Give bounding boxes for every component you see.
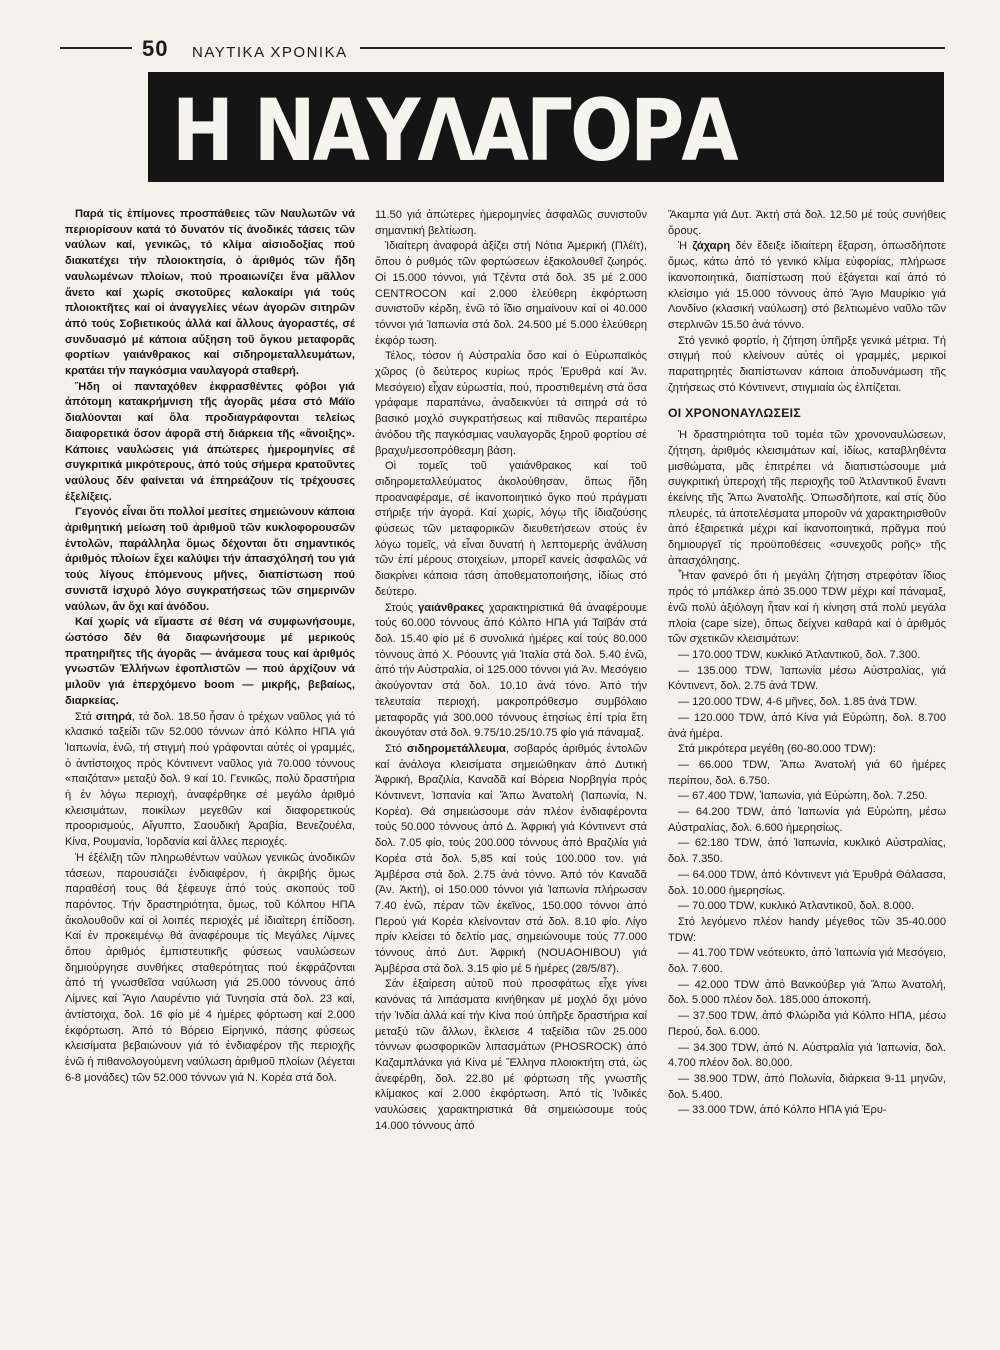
lead-paragraph-3: Γεγονός εἶναι ὅτι πολλοί μεσίτες σημειώνουν κάποια ἀριθμητική μείωση τοῦ ἀριθμοῦ τῶν κυκλοφορουσῶν ἐντολῶν, παράλληλα ὅμως δέχονται ὅτι σημαντικός ἀριθμός πλοίων ἔχει καλύψει τήν ἀπασχόλησή του γιά τούς λίγους ἑπόμενους μῆνες, διαπίστωση πού συνιστᾶ ἰσχυρό λόγο συγκρατήσεως τῶν σημερινῶν ναύλων, ἄν ὄχι καί ἀνόδου. xyxy=(65,506,355,613)
page-number: 50 xyxy=(142,36,169,61)
column-1 xyxy=(65,207,355,1086)
sugar-paragraph: Ἡ ζάχαρη δέν ἔδειξε ἰδιαίτερη ἔξαρση, ὁπωσδήποτε ὅμως, κάτω ἀπό τό γενικό κλίμα εὐφορίας, πλήρωσε ἱκανοποιητικά, διαπίστωση πού ἐξάγεται καί ἀπό τό κλείσιμο γιά 15.000 τόννους ἀπό Ἅγιο Μαυρίκιο γιά Λονδίνο (κλασική ναύλωση) στό βελτιωμένο ναῦλο τῶν στερλινῶν 15.50 ἀνά τόννο. xyxy=(668,240,946,331)
section-heading: ΟΙ ΧΡΟΝΟΝΑΥΛΩΣΕΙΣ xyxy=(668,406,801,421)
list-item: — 64.200 TDW, ἀπό Ἰαπωνία γιά Εὐρώπη, μέσω Αὐστραλίας, δολ. 6.600 ἡμερησίως. xyxy=(668,806,946,834)
body-paragraph: Ἦταν φανερό ὅτι ἡ μεγάλη ζήτηση στρεφόταν ἴδιος πρός τό μπάλκερ ἀπό 35.000 TDW μέχρι καί πάναμαξ, ἐνῶ πολύ ἀξιόλογη ἦταν καί ἡ κίνηση στά πολύ μεγάλα πλοία (cape size), ὅπως δείχνει καθαρά καί ὁ ἀριθμός τῶν σχετικῶν κλεισιμάτων: xyxy=(668,570,946,646)
header-rule-right xyxy=(360,47,945,49)
lead-paragraph-2: Ἤδη οἱ πανταχόθεν ἐκφρασθέντες φόβοι γιά ἀπότομη κατακρήμνιση τῆς ἀγορᾶς μέσα στό Μάϊο διαλύονται καί ὅλα προδιαγράφονται τελείως διαφορετικά ὅσον ἀφορᾶ στή διάρκεια τῆς «ἄνοιξης». Κάποιες ναυλώσεις γιά ἀπώτερες ἡμερομηνίες σέ συγκριτικά μικρότερους, ἀπό τούς σήμερα κρατοῦντες ναύλους δέν φαίνεται νά ἐπηρεάζουν τίς τρέχουσες ἐξελίξεις. xyxy=(65,380,355,503)
body-paragraph: Ἡ ἐξέλιξη τῶν πληρωθέντων ναύλων γενικῶς ἀνοδικῶν τάσεων, παρουσιάζει ἐνδιαφέρον, ἡ ἀκριβής ὅμως παραθέσή τους θά ξέφευγε ἀπό τούς σκοπούς τοῦ παρόντος. Τήν δραστηριότητα, ὅμως, τοῦ Κόλπου ΗΠΑ ἀκολουθοῦν καί οἱ λοιπές περιοχές μέ ἰδιαίτερη ἐπίδοση. Καί ἐν προκειμένῳ θά ἀναφέρουμε τίς Μεγάλες Λίμνες ὅπου ἀριθμός ἐμπιστευτικῆς φύσεως ναυλώσεων δημιούργησε συνθήκες σταθερότητας πού ἐκφράζονται ἀπό τή γνωσθεῖσα ναύλωση γιά 25.000 τόννους ἀπό Λίμνες καί Ἅγιο Λαυρέντιο γιά Τυνησία στά δολ. 23 καί, ἀντίστοιχα, δολ. 16 φίο μέ 4 ἡμέρες φόρτωση καί 2.000 ἐκφόρτωση. Ἀπό τό Βόρειο Εἰρηνικό, πάσης φύσεως κλεισίματα βεβαιώνουν γιά τό ἐνδιαφέρον τῆς περιοχῆς ἐνῶ ἡ πιθανολογούμενη ναύλωση ἀριθμοῦ πλοίων (λέγεται 6-8 μονάδες) τῶν 52.000 τόννων γιά Ν. Κορέα στά δολ. xyxy=(65,851,355,1084)
list-item: — 66.000 TDW, Ἄπω Ἀνατολή γιά 60 ἡμέρες περίπου, δολ. 6.750. xyxy=(668,758,946,787)
list-item: — 64.000 TDW, ἀπό Κόντινεντ γιά Ἐρυθρά Θάλασσα, δολ. 10.000 ἡμερησίως. xyxy=(668,868,946,897)
header-rule-left xyxy=(60,47,132,49)
page-header xyxy=(60,36,945,66)
list-item: — 41.700 TDW νεότευκτο, ἀπό Ἰαπωνία γιά Μεσόγειο, δολ. 7.600. xyxy=(668,947,946,976)
list-item: — 42.000 TDW ἀπό Βανκούβερ γιά Ἄπω Ἀνατολή, δολ. 5.000 πλέον δολ. 185.000 ἀποκοπή. xyxy=(668,978,946,1007)
body-paragraph: Ἄκαμπα γιά Δυτ. Ἀκτή στά δολ. 12.50 μέ τούς συνήθεις ὅρους. xyxy=(668,209,946,237)
body-paragraph: 11.50 γιά ἀπώτερες ἡμερομηνίες ἀσφαλῶς συνιστοῦν σημαντική βελτίωση. xyxy=(375,209,647,237)
list-item: — 37.500 TDW, ἀπό Φλώριδα γιά Κόλπο ΗΠΑ, μέσω Περού, δολ. 6.000. xyxy=(668,1010,946,1038)
article-title: Η ΝΑΥΛΑΓΟΡΑ xyxy=(172,82,736,181)
body-paragraph: Στό λεγόμενο πλέον handy μέγεθος τῶν 35-40.000 TDW: xyxy=(668,915,946,944)
body-paragraph: Ἰδιαίτερη ἀναφορά ἀξίζει στή Νότια Ἀμερική (Πλέϊτ), ὅπου ὁ ρυθμός τῶν φορτώσεων ἐξακολουθεῖ ζωηρός. Οἱ 15.000 τόννοι, γιά Τζέντα στά δολ. 35 μέ 2.000 CENTROCON καί 2.000 ἐλεύθερη ἐκφόρτωση συνιστοῦν κέρδη, ἐνῶ τό ἴδιο σημαίνουν καί οἱ 40.000 τόννοι γιά Ἰαπωνία στά δολ. 24.500 μέ 5.000 ἐλεύθερη ἐκφόρ τωση. xyxy=(375,240,647,347)
list-item: — 135.000 TDW, Ἰαπωνία μέσω Αὐστραλίας, γιά Κόντινεντ, δολ. 2.75 ἀνά TDW. xyxy=(668,664,946,693)
grain-paragraph: Στά σιτηρά, τά δολ. 18.50 ἦσαν ὁ τρέχων ναῦλος γιά τό κλασικό ταξείδι τῶν 52.000 τόννων ἀπό Κόλπο ΗΠΑ γιά Ἰαπωνία, ἐνῶ, τή στιγμή πού γράφονται αὐτές οἱ γραμμές, ὁ ἀντίστοιχος πρός Κόντινεντ ναῦλος γιά 70.000 τόννους «παιζόταν» μεταξύ δολ. 9 καί 10. Γενικῶς, πολύ δραστήρια ἡ ἐν λόγω περιοχή, ἀναφέρθηκε σέ μεγάλο ἀριθμό κλεισιμάτων, ποικίλων μεγεθῶν καί διαφορετικούς προορισμούς, Αἴγυπτο, Σαουδική Ἀραβία, Βενεζουέλα, Κίνα, Ρουμανία, Ἰορδανία καί ἄλλες περιοχές. xyxy=(65,710,355,849)
body-paragraph: Στό γενικό φορτίο, ἡ ζήτηση ὑπῆρξε γενικά μέτρια. Τή στιγμή πού κλείνουν αὐτές οἱ γραμμές, μερικοί παρατηρητές διαπίστωναν κάποια ἀποδυνάμωση τῆς ζητήσεως στό Κόντινεντ, στιγμιαία ὡς ἐλπίζεται. xyxy=(668,334,946,394)
magazine-name: ΝΑΥΤΙΚΑ ΧΡΟΝΙΚΑ xyxy=(192,44,348,61)
list-item: — 33.000 TDW, ἀπό Κόλπο ΗΠΑ γιά Ἐρυ- xyxy=(678,1104,887,1117)
lead-paragraph-4: Καί χωρίς νά εἴμαστε σέ θέση νά συμφωνήσουμε, ὡστόσο δέν θά διαφωνήσουμε μέ μερικούς πρατηριῆτες τῆς ἀγορᾶς — ἀνάμεσα τους καί ἀριθμός γνωστῶν Ἑλλήνων ἐφοπλιστῶν — πού ἀρχίζουν νά μιλοῦν γιά ἐπερχόμενο boom — μικρῆς, βεβαίως, διαρκείας. xyxy=(65,616,355,707)
list-item: — 38.900 TDW, ἀπό Πολωνία, διάρκεια 9-11 μηνῶν, δολ. 5.400. xyxy=(668,1072,946,1101)
body-paragraph: Ἡ δραστηριότητα τοῦ τομέα τῶν χρονοναυλώσεων, ζήτηση, ἀριθμός κλεισιμάτων καί, ἰδίως, καταβληθέντα μισθώματα, μᾶς ἐπιτρέπει νά διαπιστώσουμε μιά συγκριτική ὑπεροχή τῆς περιοχῆς τοῦ Ἀτλαντικοῦ ἔναντι ἐκείνης τῆς Ἄπω Ἀνατολῆς. Ὁπωσδήποτε, καί στίς δύο πλευρές, τά ἀποτελέσματα μποροῦν νά χαρακτηρισθοῦν ἀπό ἐξαιρετικά μέχρι καί ἱκανοποιητικά, πρᾶγμα πού δημιουργεῖ τίς προϋποθέσεις «συνεχοῦς ροῆς» τῆς ἀπασχόλησης. xyxy=(668,429,946,567)
column-3 xyxy=(668,208,946,1119)
body-paragraph: Τέλος, τόσον ἡ Αὐστραλία ὅσο καί ὁ Εὐρωπαϊκός χῶρος (ὁ δεύτερος κυρίως πρός Ἐρυθρά καί Ἀν. Μεσόγειο) εἶχαν εὐρωστία, πού, προστιθεμένη στά ὅσα γράφαμε παραπάνω, ἀναδεικνύει τά σιτηρά σά τό βασικό μοχλό συγκρατήσεως καί πιθανῶς περαιτέρω ἀνόδου τῆς παγκόσμιας ναυλαγορᾶς ξηροῦ φορτίου σέ βραχυ/μεσοπρόθεσμη βάση. xyxy=(375,350,647,457)
list-item: — 62.180 TDW, ἀπό Ἰαπωνία, κυκλικό Αὐστραλίας, δολ. 7.350. xyxy=(668,837,946,866)
lead-paragraph-1: Παρά τίς ἐπίμονες προσπάθειες τῶν Ναυλωτῶν νά περιορίσουν κατά τό δυνατόν τίς ἀνοδικές τάσεις τῶν ναύλων καί, γενικῶς, τό κλίμα αἰσιοδοξίας πού διακατέχει τήν πλοιοκτησία, ὁ ἀριθμός τῶν ἤδη ναυλωμένων πλοίων, πού προαιωνίζει ἕνα μᾶλλον ἄνετο καί χωρίς σκοτοῦρες καλοκαίρι γιά τούς πλοιοκτῆτες καί οἱ ἀναγγελίες νέων ἀγορῶν σιτηρῶν ἀπό τούς Σοβιετικούς ἀλλά καί ἄλλους ἀγοραστές, σέ συνδυασμό μέ κάποια αὔξηση τοῦ ὄγκου μεταφορᾶς φορτίων γαιάνθρακος καί σιδηρομεταλλευμάτων, κρατάει τήν παγκόσμια ναυλαγορά σταθερή. xyxy=(65,208,355,378)
list-item: — 70.000 TDW, κυκλικό Ἀτλαντικοῦ, δολ. 8.000. xyxy=(678,900,915,913)
list-item: — 67.400 TDW, Ἰαπωνία, γιά Εὐρώπη, δολ. 7.250. xyxy=(678,790,928,803)
list-item: — 120.000 TDW, ἀπό Κίνα γιά Εὐρώπη, δολ. 8.700 ἀνά ἡμέρα. xyxy=(668,711,946,740)
column-2 xyxy=(375,208,647,1134)
body-paragraph: Σάν ἐξαίρεση αὐτοῦ πού προσφάτως εἶχε γίνει κανόνας τά λιπάσματα κινήθηκαν μέ μοχλό ὄχι μόνο τήν Ἰνδία ἀλλά καί τήν Κίνα πού ὑπῆρξε δραστήρια καί μεταξύ τῶν ἄλλων, ἔκλεισε 4 ταξείδια τῶν 25.000 τόννων φωσφορικῶν λιπασμάτων (PHOSROCK) ἀπό Καζαμπλάνκα γιά Κίνα μέ Ἕλληνα πλοιοκτήτη στά, ὡς ἀνεφέρθη, δολ. 22.80 μέ φόρτωση τῆς γνωστῆς κλίμακος καί 2.000 ἐκφόρτωση. Ἀπό τίς Ἰνδικές ναυλώσεις χαρακτηριστικά θά σημειώσουμε τούς 14.000 τόννους ἀπό xyxy=(375,978,647,1132)
list-item: — 120.000 TDW, 4-6 μῆνες, δολ. 1.85 ἀνά TDW. xyxy=(678,696,918,709)
title-banner xyxy=(148,72,944,182)
body-paragraph: Οἱ τομεῖς τοῦ γαιάνθρακος καί τοῦ σιδηρομεταλλεύματος ἀκολούθησαν, ὅπως ἤδη προαναφέραμε, σέ ἱκανοποιητικό ὄγκο πού πράγματι στήριξε τήν ἀγορά. Καί χωρίς, λόγῳ τῆς ἰδιαζούσης φύσεως τῶν μεταφορικῶν διευθετήσεων στούς ἐν λόγω τομεῖς, νά εἶναι δυνατή ἡ λεπτομερής ἀνάλυση τῶν ἐπί μέρους στοιχείων, μπορεῖ κανείς ἀσφαλῶς νά διακρίνει κάποια τάση ἀποθεματοποιήσης, ἰδίως στό δεύτερο. xyxy=(375,460,647,598)
list-item: — 34.300 TDW, ἀπό Ν. Αὐστραλία γιά Ἰαπωνία, δολ. 4.700 πλέον δολ. 80.000. xyxy=(668,1041,946,1070)
coal-paragraph: Στούς γαιάνθρακες χαρακτηριστικά θά ἀναφέρουμε τούς 60.000 τόννους ἀπό Κόλπο ΗΠΑ γιά Ταϊβάν στά δολ. 15.40 φίο μέ 6 συνολικά ἡμέρες καί τούς 80.000 τόννους ἀπό Χ. Ρόουντς γιά Ἰταλία στά δολ. 5.40 ἐνῶ, ἀπό τήν Αὐστραλία, οἱ 125.000 τόννοι γιά Ἀν. Μεσόγειο ἀκούγονταν στά δολ. 10.10 ἀνά τόνο. Ἀπό τήν τελευταία περιοχή, μακροπρόθεσμο συμβόλαιο μεταφορᾶς γιά 300.000 τόννους ἐτησίως ἐπί τρία ἔτη ἀκουγόταν στά δολ. 9.75/10.25/10.75 φίο γιά πάναμαξ. xyxy=(375,601,647,740)
list-item: — 170.000 TDW, κυκλικό Ἀτλαντικοῦ, δολ. 7.300. xyxy=(678,648,921,661)
iron-ore-paragraph: Στό σιδηρομετάλλευμα, σοβαρός ἀριθμός ἐντολῶν καί ἀνάλογα κλεισίματα σημειώθηκαν ἀπό Δυτική Ἀφρική, Βραζιλία, Καναδᾶ καί Βόρεια Νορβηγία πρός Κόντινεντ, Ἱσπανία καί Ἄπω Ἀνατολή (Ἰαπωνία, Ν. Κορέα). Θά σημειώσουμε σάν πλέον ἐνδιαφέροντα τούς 50.000 τόννους ἀπό Δ. Ἀφρική γιά Κόντινεντ στά δολ. 7.05 φίο, τούς 200.000 τόννους ἀπό Βραζιλία γιά Κορέα στά δολ. 5,85 καί τούς 100.000 τον. γιά Ἀμβέρσα στά δολ. 2.75 ἀνά τόννο. Ἀπό τόν Καναδᾶ (Ἀν. Ἀκτή), οἱ 150.000 τόννοι γιά Ἰαπωνία πλήρωσαν 7.40 ἐνῶ, πέραν τῶν ἐκεῖνος, 150.000 τόννοι ἀπό Περού γιά Κορέα κλείνονταν στά δολ. 8.10 φίο. Λίγο πρίν κλείσει τό δελτίο μας, σημειώνουμε τούς 77.000 τόννους ἀπό Δυτ. Ἀφρική (NOUAOHIBOU) γιά Ἀμβέρσα στά δολ. 3.15 φίο μέ 5 ἡμέρες (28/5/87). xyxy=(375,742,647,975)
body-paragraph: Στά μικρότερα μεγέθη (60-80.000 TDW): xyxy=(678,743,876,756)
